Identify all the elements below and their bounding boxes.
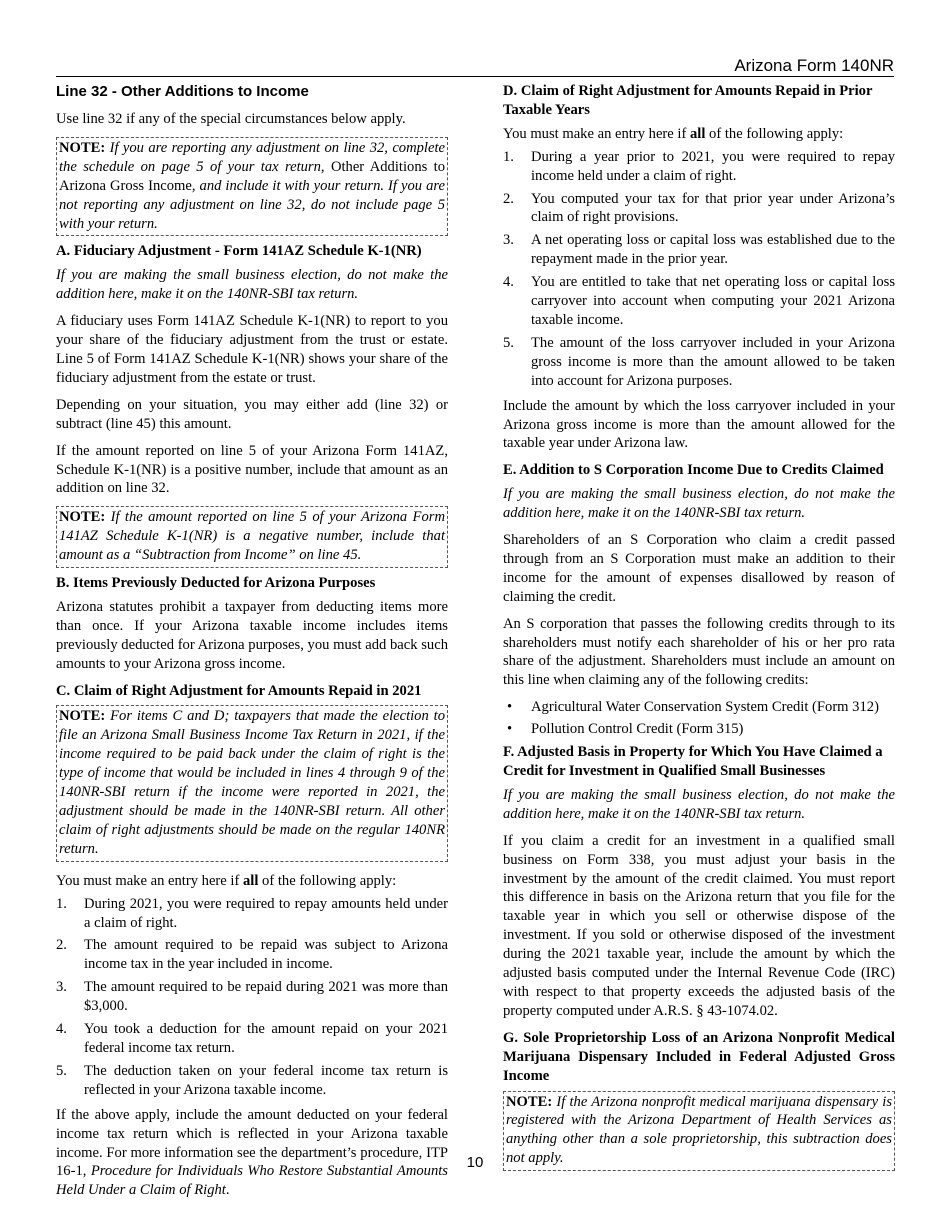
list-item: 3. The amount required to be repaid during 2021 was more than $3,000. — [56, 979, 448, 1015]
section-heading-line-32: Line 32 - Other Additions to Income — [56, 83, 309, 100]
section-e-paragraph-2: An S corporation that passes the following credits through to its shareholders must notify each shareholder of his or her pro rata share of the adjustment. Shareholders must include an amount on this line when claiming any of the following credits: — [503, 615, 895, 689]
list-item: 4. You took a deduction for the amount repaid on your 2021 federal income tax return. — [56, 1021, 448, 1056]
section-a-paragraph-3: If the amount reported on line 5 of your Arizona Form 141AZ, Schedule K-1(NR) is a positive number, include that amount as an addition on line 32. — [56, 442, 448, 497]
list-item: 5. The deduction taken on your federal income tax return is reflected in your Arizona taxable income. — [56, 1062, 448, 1098]
section-f-heading: F. Adjusted Basis in Property for Which You Have Claimed a Credit for Investment in Qualified Small Businesses — [503, 744, 883, 779]
section-d-closing: Include the amount by which the loss carryover included in your Arizona gross income is more than the amount allowed for the taxable year under Arizona law. — [503, 397, 895, 452]
list-item: 2. The amount required to be repaid was subject to Arizona income tax in the year included in income. — [56, 937, 448, 973]
note-text-part2: Other Additions to Arizona Gross Income — [59, 158, 446, 194]
note-box-items-c-d — [56, 705, 448, 861]
note-box-schedule — [56, 137, 448, 237]
note-text: If the Arizona nonprofit medical marijuana dispensary is registered with the Arizona Department of Health Services as anything other than a sole proprietorship, this subtraction does not apply. — [506, 1093, 892, 1167]
list-item: 1. During a year prior to 2021, you were required to repay income held under a claim of right. — [503, 148, 895, 184]
section-f-election-note: If you are making the small business election, do not make the addition here, make it on the 140NR-SBI tax return. — [503, 786, 895, 822]
section-b-paragraph: Arizona statutes prohibit a taxpayer from deducting items more than once. If your Arizona taxable income includes items previously deducted for Arizona purposes, you must add back such amounts to your Arizona gross income. — [56, 598, 448, 672]
section-e-credits-list — [503, 698, 895, 739]
page-number: 10 — [466, 1154, 484, 1171]
section-d-heading: D. Claim of Right Adjustment for Amounts Repaid in Prior Taxable Years — [503, 83, 873, 118]
section-e-heading: E. Addition to S Corporation Income Due to Credits Claimed — [503, 462, 884, 479]
note-text-part3: , and include it with your return. If you are not reporting any adjustment on line 32, do not include page 5 with your return. — [59, 177, 445, 232]
right-column — [503, 82, 895, 1177]
section-c-closing: If the above apply, include the amount deducted on your federal income tax return which is reflected in your Arizona taxable income. For more information see the department’s procedure, ITP 16-1, Procedure for Individuals Who Restore Substantial Amounts Held Under a Claim of Right. — [56, 1106, 448, 1199]
section-d-conditions-list — [503, 148, 895, 391]
section-d-entry-line: You must make an entry here if all of the following apply: — [503, 125, 844, 142]
section-g-heading: G. Sole Proprietorship Loss of an Arizona Nonprofit Medical Marijuana Dispensary Included in Federal Adjusted Gross Income — [503, 1029, 895, 1084]
note-label: NOTE: — [506, 1093, 553, 1110]
list-item: 2. You computed your tax for that prior year under Arizona’s claim of right provisions. — [503, 190, 895, 226]
list-item: • Agricultural Water Conservation System Credit (Form 312) — [507, 699, 879, 716]
list-item: 5. The amount of the loss carryover included in your Arizona gross income is more than the amount allowed to be taken into account for Arizona purposes. — [503, 334, 895, 389]
note-box-negative-number — [56, 506, 448, 568]
section-e-election-note: If you are making the small business election, do not make the addition here, make it on the 140NR-SBI tax return. — [503, 486, 895, 522]
section-c-entry-line: You must make an entry here if all of the following apply: — [56, 872, 397, 889]
note-label: NOTE: — [59, 139, 106, 156]
left-column — [56, 82, 448, 1208]
note-text: For items C and D; taxpayers that made the election to file an Arizona Small Business Income Tax Return in 2021, if the income required to be paid back under the claim of right is the type of income that would be included in lines 4 through 9 of the 140NR-SBI return if the income were reported in 2021, the adjustment should be made in the 140NR-SBI return. All other claim of right adjustments should be made on the regular 140NR return. — [59, 708, 446, 857]
section-c-conditions-list — [56, 895, 448, 1100]
section-a-heading: A. Fiduciary Adjustment - Form 141AZ Schedule K-1(NR) — [56, 243, 422, 260]
section-a-election-note: If you are making the small business election, do not make the addition here, make it on the 140NR-SBI tax return. — [56, 267, 448, 303]
form-title: Arizona Form 140NR — [734, 56, 894, 75]
note-label: NOTE: — [59, 708, 106, 725]
section-c-heading: C. Claim of Right Adjustment for Amounts Repaid in 2021 — [56, 682, 422, 699]
list-item: 4. You are entitled to take that net operating loss or capital loss carryover into account when computing your 2021 Arizona taxable income. — [503, 274, 895, 328]
section-a-paragraph-2: Depending on your situation, you may either add (line 32) or subtract (line 45) this amount. — [56, 396, 448, 432]
list-item: 3. A net operating loss or capital loss was established due to the repayment made in the prior year. — [503, 232, 895, 268]
section-f-paragraph: If you claim a credit for an investment in a qualified small business on Form 338, you must adjust your basis in the investment by the amount of the credit claimed. You must report this difference in basis on the Arizona return that you file for the taxable year in which you sell or otherwise dispose of the investment. If you sold or otherwise disposed of the investment during the 2021 taxable year, include the amount by which the adjusted basis computed under the Internal Revenue Code (IRC) with respect to that property exceeds the adjusted basis of the property computed under A.R.S. § 43-1074.02. — [503, 832, 895, 1019]
list-item: • Pollution Control Credit (Form 315) — [507, 721, 744, 738]
header-rule — [56, 76, 894, 77]
section-a-paragraph-1: A fiduciary uses Form 141AZ Schedule K-1(NR) to report to you your share of the fiduciary adjustment from the trust or estate. Line 5 of Form 141AZ Schedule K-1(NR) shows your share of the fiduciary adjustment from the estate or trust. — [56, 313, 448, 386]
intro-paragraph: Use line 32 if any of the special circumstances below apply. — [56, 111, 406, 127]
note-label: NOTE: — [59, 509, 106, 526]
list-item: 1. During 2021, you were required to repay amounts held under a claim of right. — [56, 895, 448, 931]
note-text-part1: If you are reporting any adjustment on line 32, complete the schedule on page 5 of your tax return, — [59, 139, 445, 175]
section-b-heading: B. Items Previously Deducted for Arizona Purposes — [56, 575, 376, 592]
section-e-paragraph-1: Shareholders of an S Corporation who claim a credit passed through from an S Corporation must make an addition to their income for the amount of expenses disallowed by reason of claiming the credit. — [503, 532, 895, 605]
note-text: If the amount reported on line 5 of your Arizona Form 141AZ Schedule K-1(NR) is a negative number, include that amount as a “Subtraction from Income” on line 45. — [59, 509, 445, 564]
